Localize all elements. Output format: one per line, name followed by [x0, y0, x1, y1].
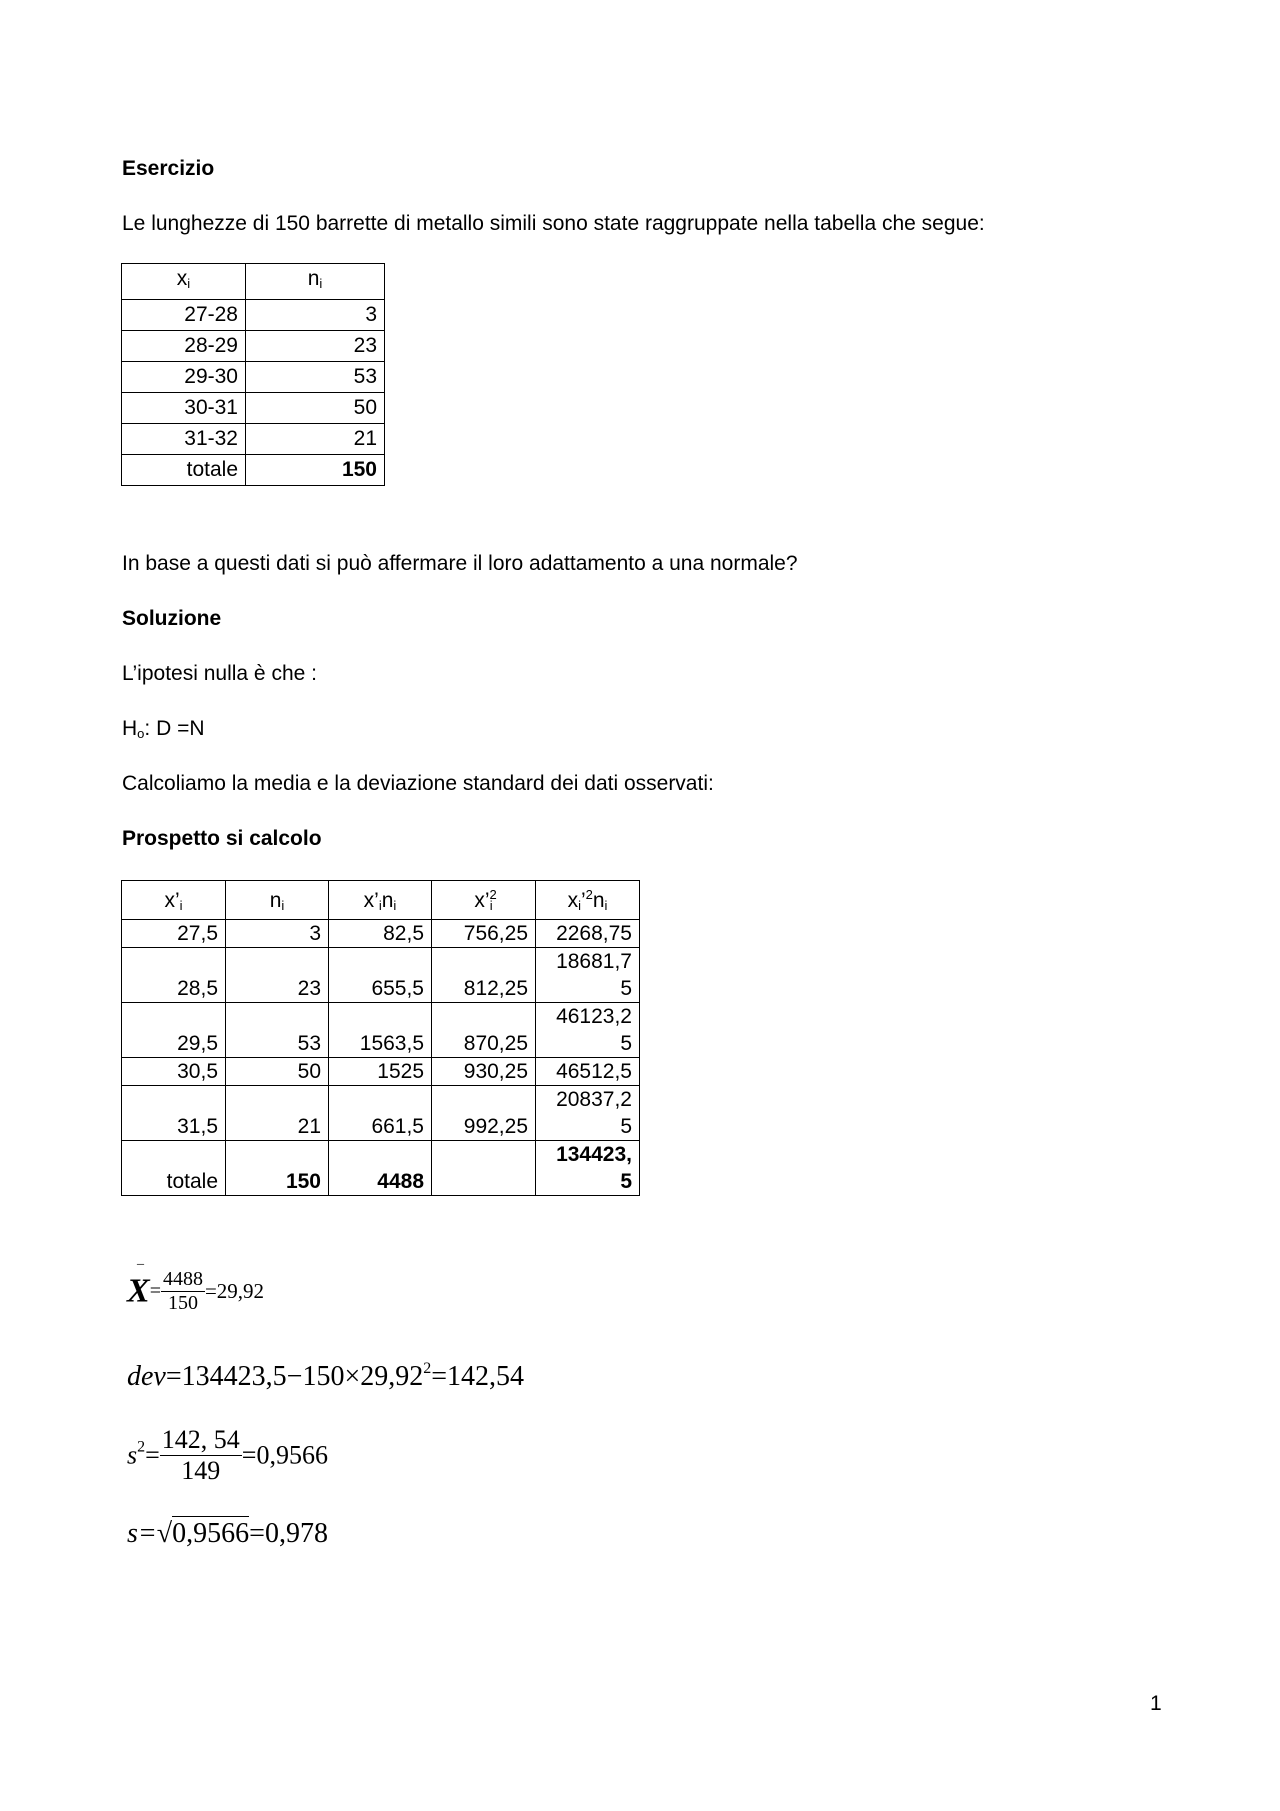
total-n: 150: [226, 1141, 329, 1196]
formula-mean: _ X= $\frac{4488}{150}$ =29,92: [127, 1252, 265, 1314]
intro-text: Le lunghezze di 150 barrette di metallo simili sono state raggruppate nella tabella che segue:: [122, 212, 985, 235]
table-row: [122, 1086, 640, 1141]
total-label: totale: [122, 1141, 226, 1196]
x-cell: 29,5: [122, 1003, 226, 1058]
variance-fraction: $\frac{142, 54}{149}$: [161, 1425, 240, 1485]
x-cell: 30,5: [122, 1058, 226, 1086]
table-row: [122, 362, 385, 393]
table-row: [122, 1058, 640, 1086]
total-value: 150: [246, 455, 385, 486]
table-row: [122, 1003, 640, 1058]
x2-cell: 870,25: [432, 1003, 536, 1058]
table-total-row: [122, 1141, 640, 1196]
header-ni: $n_i$: [246, 264, 385, 300]
x2n-cell: 46512,5: [536, 1058, 640, 1086]
overbar-mark: _: [137, 1252, 144, 1267]
table-row: [122, 300, 385, 331]
sqrt-icon: √: [156, 1518, 173, 1549]
x-cell: 31,5: [122, 1086, 226, 1141]
n-cell: 23: [226, 948, 329, 1003]
formula-deviance: $dev=134423,5-150\times 29,92^2=142,54$: [127, 1360, 525, 1392]
table-header-row: [122, 264, 385, 300]
table-row: [122, 393, 385, 424]
table-row: [122, 920, 640, 948]
x2n-cell: 18681,7 5: [536, 948, 640, 1003]
table-total-row: [122, 455, 385, 486]
heading-exercise: Esercizio: [122, 157, 215, 180]
header-xi: $x_i$: [122, 264, 246, 300]
table-row: [122, 948, 640, 1003]
x-cell: 28,5: [122, 948, 226, 1003]
header-x2n: $x_i’^2n_i$: [536, 881, 640, 920]
x2-cell: 756,25: [432, 920, 536, 948]
n-cell: 50: [226, 1058, 329, 1086]
question-text: In base a questi dati si può affermare il loro adattamento a una normale?: [122, 552, 798, 575]
mean-symbol: X: [127, 1272, 150, 1310]
x2n-cell: 20837,2 5: [536, 1086, 640, 1141]
table-row: [122, 424, 385, 455]
class-cell: 27-28: [122, 300, 246, 331]
freq-cell: 23: [246, 331, 385, 362]
mean-fraction: $\frac{4488}{150}$: [162, 1268, 203, 1314]
xn-cell: 655,5: [329, 948, 432, 1003]
x2n-cell: 46123,2 5: [536, 1003, 640, 1058]
header-xn: $x’_in_i$: [329, 881, 432, 920]
xn-cell: 661,5: [329, 1086, 432, 1141]
n-cell: 3: [226, 920, 329, 948]
x2-cell: 812,25: [432, 948, 536, 1003]
total-x2: [432, 1141, 536, 1196]
class-cell: 31-32: [122, 424, 246, 455]
hypothesis: $H_o$: D =N: [122, 717, 205, 741]
xn-cell: 82,5: [329, 920, 432, 948]
class-cell: 28-29: [122, 331, 246, 362]
table-row: [122, 331, 385, 362]
class-cell: 29-30: [122, 362, 246, 393]
header-x-prime: $x’_i$: [122, 881, 226, 920]
n-cell: 21: [226, 1086, 329, 1141]
total-x2n: 134423, 5: [536, 1141, 640, 1196]
total-label: totale: [122, 455, 246, 486]
total-xn: 4488: [329, 1141, 432, 1196]
freq-cell: 53: [246, 362, 385, 393]
xn-cell: 1525: [329, 1058, 432, 1086]
n-cell: 53: [226, 1003, 329, 1058]
freq-cell: 3: [246, 300, 385, 331]
frequency-table: [121, 263, 385, 486]
table-header-row: [122, 881, 640, 920]
class-cell: 30-31: [122, 393, 246, 424]
formula-variance: $s^2=$ $\frac{142, 54}{149}$ =0,9566: [127, 1425, 328, 1485]
page-number: 1: [1150, 1692, 1162, 1715]
mean-result: =29,92: [204, 1279, 265, 1303]
formula-sd: s=√0,9566=0,978: [127, 1518, 328, 1549]
freq-cell: 21: [246, 424, 385, 455]
x2-cell: 992,25: [432, 1086, 536, 1141]
heading-prospetto: Prospetto si calcolo: [122, 827, 322, 850]
heading-solution: Soluzione: [122, 607, 222, 630]
header-n: $n_i$: [226, 881, 329, 920]
header-x2: x’$^2_i$: [432, 881, 536, 920]
x2-cell: 930,25: [432, 1058, 536, 1086]
x-cell: 27,5: [122, 920, 226, 948]
freq-cell: 50: [246, 393, 385, 424]
x2n-cell: 2268,75: [536, 920, 640, 948]
xn-cell: 1563,5: [329, 1003, 432, 1058]
calculation-table: [121, 880, 640, 1196]
hypothesis-intro: L’ipotesi nulla è che :: [122, 662, 317, 685]
calc-intro: Calcoliamo la media e la deviazione standard dei dati osservati:: [122, 772, 714, 795]
